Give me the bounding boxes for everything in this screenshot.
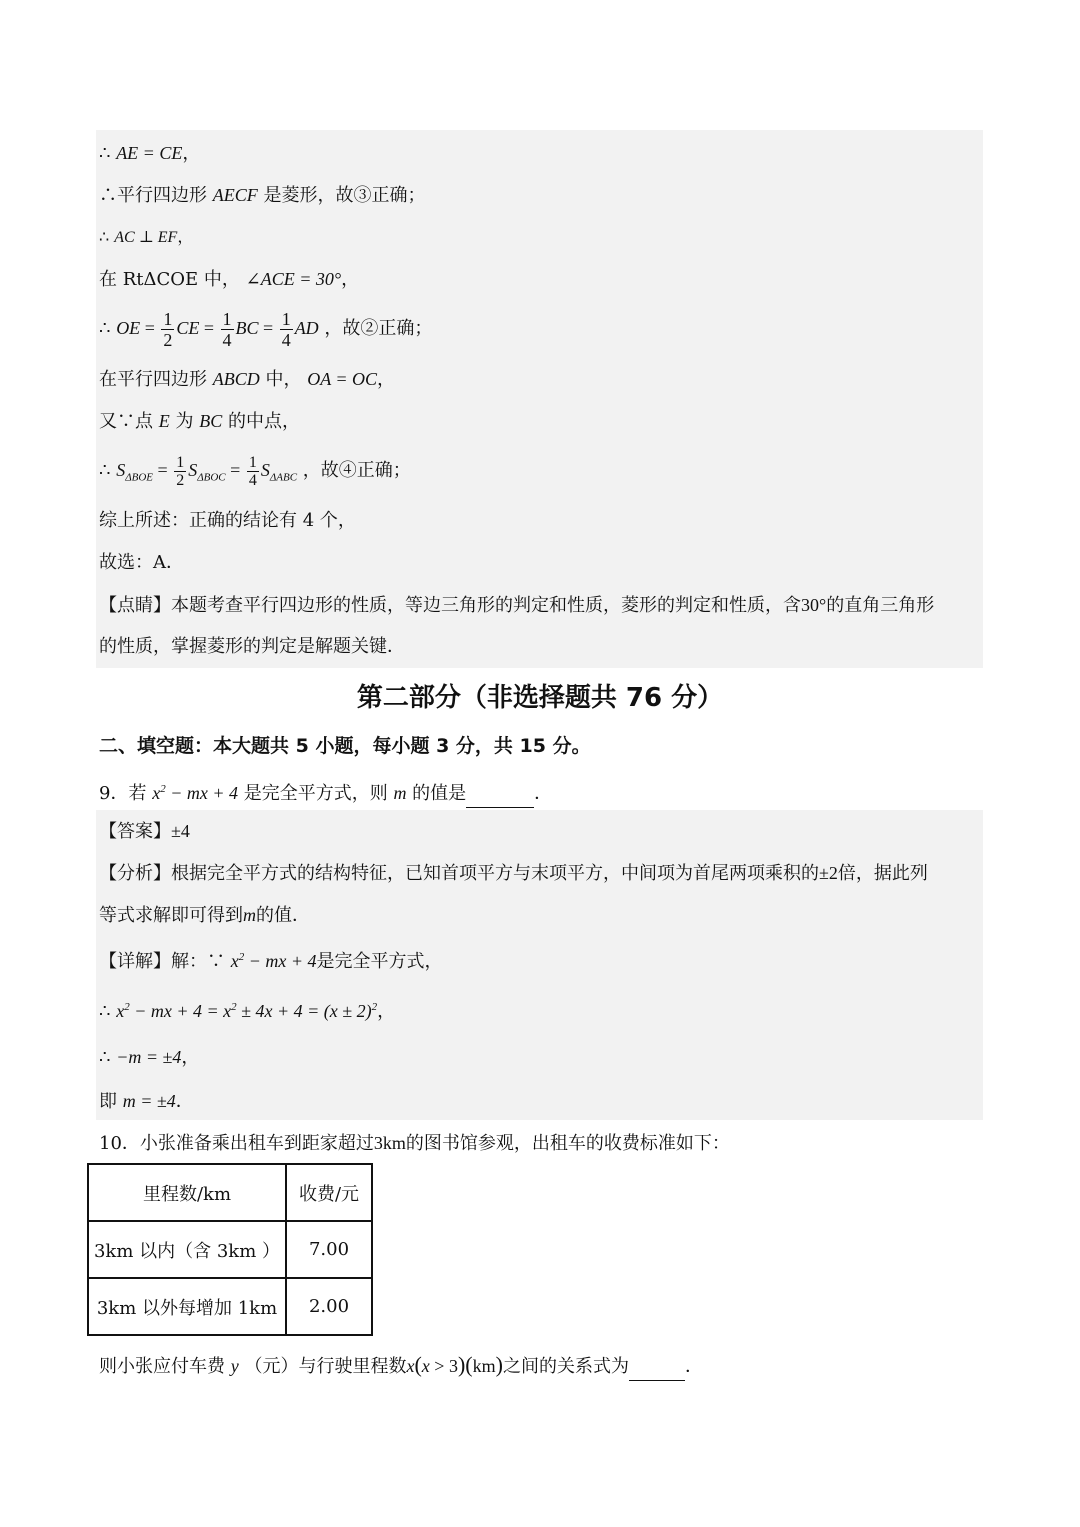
math-oe: OE bbox=[116, 318, 141, 338]
detail-9-step1 bbox=[99, 994, 395, 1025]
area-boe: $S_{\Delta BOE}$ bbox=[116, 460, 154, 484]
question-10 bbox=[99, 1130, 730, 1157]
text: 是完全平方式， bbox=[316, 951, 443, 972]
var-m: m bbox=[393, 783, 407, 803]
analysis-9-cont bbox=[99, 902, 310, 929]
analysis-9 bbox=[99, 860, 928, 887]
text: 倍，据此列 bbox=[837, 863, 928, 884]
text: 9．若 bbox=[99, 783, 147, 804]
var-e: E bbox=[158, 411, 170, 431]
detail-9 bbox=[99, 944, 443, 975]
table-header: 里程数/km bbox=[88, 1164, 286, 1221]
solution-line-6 bbox=[99, 366, 395, 393]
text: ，故②正确； bbox=[324, 318, 433, 339]
solution-line-8: ∴ $S_{\Delta BOE}$ = $\frac{1}{2}$ $S_{\Delta BOC}$ = $\frac{1}{4}$ $S_{\Delta ABC}$ ，故④正确； bbox=[99, 453, 411, 489]
punct: ， bbox=[181, 1047, 200, 1068]
expression-quadratic: $x^2$ − mx + 4 bbox=[152, 783, 238, 803]
text: 的中点， bbox=[227, 411, 300, 432]
text: 为 bbox=[175, 411, 194, 432]
punct: ， bbox=[177, 227, 194, 246]
table-cell: 3km 以外每增加 1km bbox=[88, 1278, 286, 1335]
solution-line-1 bbox=[99, 140, 200, 167]
var-aecf: AECF bbox=[212, 185, 258, 205]
solution-line-4 bbox=[99, 266, 359, 293]
punct: ． bbox=[534, 783, 553, 804]
var-y: y bbox=[230, 1356, 239, 1376]
equation-m: m = ±4 bbox=[122, 1091, 176, 1111]
fraction-half: $\frac{1}{2}$ bbox=[163, 308, 173, 350]
punct: ， bbox=[182, 143, 201, 164]
text: 的图书馆参观，出租车的收费标准如下： bbox=[405, 1133, 730, 1154]
text: 的直角三角形 bbox=[826, 595, 935, 616]
fee-table bbox=[87, 1163, 373, 1336]
punct: ， bbox=[377, 369, 396, 390]
table-row bbox=[88, 1278, 372, 1335]
distance-3km: 3km bbox=[373, 1133, 406, 1153]
solution-line-11 bbox=[99, 592, 934, 619]
text: 10．小张准备乘出租车到距家超过 bbox=[99, 1133, 374, 1154]
solution-line-10: 故选：A． bbox=[99, 552, 184, 573]
var-bc: BC bbox=[199, 411, 223, 431]
table-header-row bbox=[88, 1164, 372, 1221]
text: 是菱形，故③正确； bbox=[263, 185, 426, 206]
fraction-quarter: $\frac{1}{4}$ bbox=[248, 453, 257, 489]
table-header: 收费/元 bbox=[286, 1164, 372, 1221]
punct: ， bbox=[377, 1001, 396, 1022]
subsection-title: 二、填空题：本大题共 5 小题，每小题 3 分，共 15 分。 bbox=[99, 735, 591, 757]
text: 【答案】 bbox=[99, 821, 171, 842]
equation-ae-ce: AE = CE bbox=[116, 143, 183, 163]
table-cell: 2.00 bbox=[286, 1278, 372, 1335]
text: 之间的关系式为 bbox=[502, 1356, 629, 1377]
solution-line-7 bbox=[99, 408, 300, 435]
fraction-half: $\frac{1}{2}$ bbox=[176, 453, 185, 489]
solution-line-9: 综上所述：正确的结论有 4 个， bbox=[99, 510, 356, 531]
text: ∴平行四边形 bbox=[99, 185, 207, 206]
equation-angle: ∠ACE = 30° bbox=[245, 269, 342, 289]
text: 的值． bbox=[256, 905, 310, 926]
text: 中， bbox=[265, 369, 302, 390]
fraction-quarter: $\frac{1}{4}$ bbox=[281, 308, 291, 350]
solution-line-5: ∴ OE = $\frac{1}{2}$ CE = $\frac{1}{4}$ BC = $\frac{1}{4}$ AD ，故②正确； bbox=[99, 308, 433, 350]
text: 的值是 bbox=[412, 783, 467, 804]
punct: ， bbox=[341, 269, 360, 290]
text: 等式求解即可得到 bbox=[99, 905, 243, 926]
text: 是完全平方式，则 bbox=[243, 783, 388, 804]
text: 【详解】解：∵ bbox=[99, 951, 225, 972]
detail-9-step2 bbox=[99, 1044, 199, 1071]
table-cell: 3km 以内（含 3km ） bbox=[88, 1221, 286, 1278]
answer-9 bbox=[99, 818, 190, 845]
table-cell: 7.00 bbox=[286, 1221, 372, 1278]
solution-block-1 bbox=[96, 130, 983, 668]
answer-blank bbox=[629, 1354, 685, 1381]
therefore-symbol: ∴ bbox=[99, 318, 111, 339]
question-9 bbox=[99, 776, 552, 808]
therefore-symbol: ∴ bbox=[99, 1001, 111, 1022]
solution-line-2 bbox=[99, 182, 425, 209]
solution-line-3 bbox=[99, 224, 193, 251]
equation-neg-m: −m = ±4 bbox=[116, 1047, 182, 1067]
text: 在平行四边形 bbox=[99, 369, 207, 390]
answer-blank bbox=[466, 781, 534, 808]
therefore-symbol: ∴ bbox=[99, 143, 111, 164]
expression-quadratic: $x^2$ − mx + 4 bbox=[230, 951, 317, 971]
text: 在 RtΔCOE 中， bbox=[99, 269, 240, 290]
text: 则小张应付车费 bbox=[99, 1356, 225, 1377]
detail-9-step3 bbox=[99, 1088, 194, 1115]
text: ，故④正确； bbox=[302, 460, 411, 481]
therefore-symbol: ∴ bbox=[99, 227, 110, 246]
angle-30: 30° bbox=[801, 595, 827, 615]
value-pm2: ±2 bbox=[819, 863, 838, 883]
text: 【点睛】本题考查平行四边形的性质，等边三角形的判定和性质，菱形的判定和性质，含 bbox=[99, 595, 801, 616]
expression-x-gt-3: x bbox=[406, 1356, 415, 1376]
var-m: m bbox=[243, 905, 256, 925]
equation-oa-oc: OA = OC bbox=[307, 369, 378, 389]
var-abcd: ABCD bbox=[212, 369, 260, 389]
therefore-symbol: ∴ bbox=[99, 460, 111, 481]
text: 【分析】根据完全平方式的结构特征，已知首项平方与末项平方，中间项为首尾两项乘积的 bbox=[99, 863, 819, 884]
equation-expansion: $x^2$ − mx + $4 = x^2 \pm 4x + 4 = (x \pm 2)^2$ bbox=[116, 1001, 378, 1021]
question-10-ask: 则小张应付车费 y （元）与行驶里程数x(x > 3)(km)之间的关系式为 ． bbox=[99, 1352, 703, 1381]
solution-line-12: 的性质，掌握菱形的判定是解题关键． bbox=[99, 636, 405, 657]
fraction-quarter: $\frac{1}{4}$ bbox=[222, 308, 232, 350]
equation-ac-perp-ef: AC ⊥ EF bbox=[114, 229, 178, 246]
text: 即 bbox=[99, 1091, 117, 1112]
punct: ． bbox=[684, 1356, 703, 1377]
table-row bbox=[88, 1221, 372, 1278]
therefore-symbol: ∴ bbox=[99, 1047, 111, 1068]
section-title: 第二部分（非选择题共 76 分） bbox=[356, 683, 724, 713]
answer-value: ±4 bbox=[171, 821, 190, 841]
punct: ． bbox=[175, 1091, 194, 1112]
text: （元）与行驶里程数 bbox=[244, 1356, 407, 1377]
text: 又∵点 bbox=[99, 411, 153, 432]
